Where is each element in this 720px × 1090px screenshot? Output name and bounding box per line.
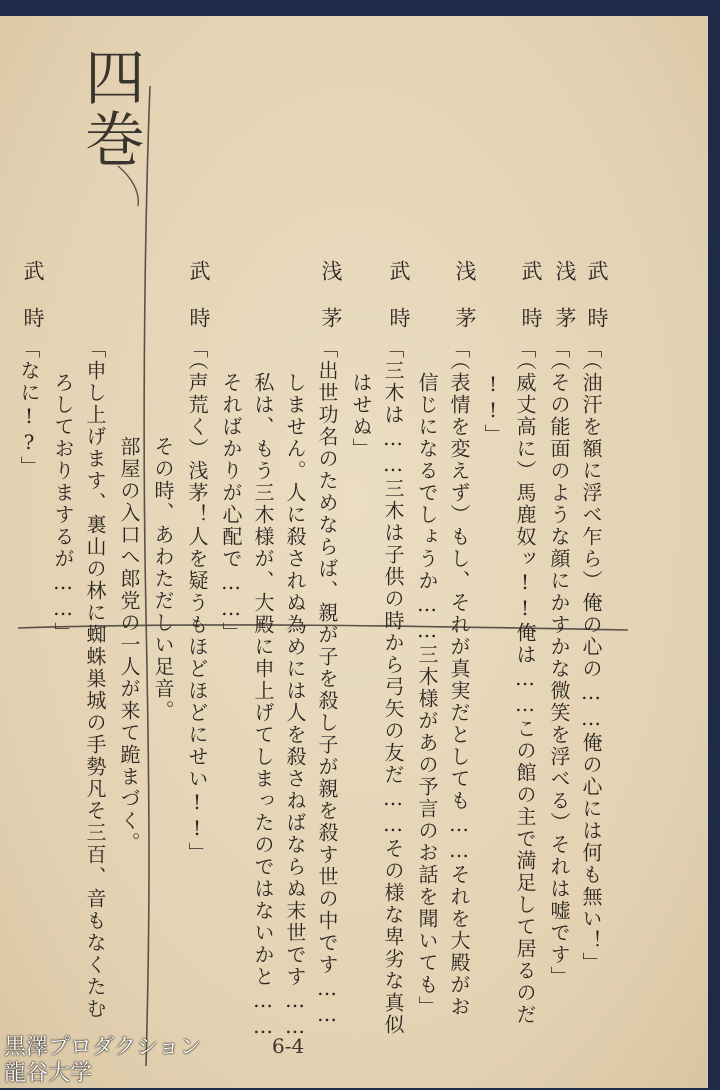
script-line: 「（その能面のような顔にかすかな微笑を浮べる）それは嘘です」 — [547, 338, 571, 988]
script-line: しません。人に殺されぬ為めには人を殺さねばならぬ末世です…… — [283, 372, 307, 1040]
script-line: 「（表情を変えず）もし、それが真実だとしても……それを大殿がお — [447, 338, 471, 1018]
stage-direction: その時、あわただしい足音。 — [151, 436, 175, 722]
speaker-label: 浅茅 — [553, 260, 577, 354]
marginal-note: 四巻 — [75, 46, 145, 170]
script-line: 信じになるでしょうか……三木様があの予言のお話を聞いても」 — [415, 372, 439, 1018]
script-line: 「（威丈高に）馬鹿奴ッ!!俺は……この館の主で満足して居るのだ — [513, 338, 537, 1026]
script-line: 「なに!?」 — [17, 338, 41, 478]
speaker-label: 浅茅 — [453, 260, 477, 354]
speaker-label: 武時 — [585, 260, 609, 354]
script-line: 「（声荒く）浅茅！人を疑うもほどほどにせい!!」 — [185, 338, 209, 864]
watermark-line: 龍谷大学 — [4, 1061, 93, 1086]
speaker-label: 武時 — [187, 260, 211, 354]
script-line: 「申し上げます、裏山の林に蜘蛛巣城の手勢凡そ三百、音もなくたむ — [83, 338, 107, 1020]
script-line: 「三木は……三木は子供の時から弓矢の友だ……その様な卑劣な真似 — [381, 338, 405, 1036]
script-line: そればかりが心配で……」 — [219, 372, 243, 644]
script-line: 「出世功名のためならば、親が子を殺し子が親を殺す世の中です…… — [315, 338, 339, 1028]
speaker-label: 武時 — [387, 260, 411, 354]
script-line: !!」 — [481, 372, 505, 446]
script-line: ろしておりまするが……」 — [51, 372, 75, 644]
script-line: 私は、もう三木様が、大殿に申上げてしまったのではないかと…… — [251, 372, 275, 1040]
script-page — [0, 16, 708, 1088]
script-line: はせぬ」 — [349, 372, 373, 460]
speaker-label: 武時 — [519, 260, 543, 354]
watermark-line: 黒澤プロダクション — [4, 1035, 202, 1060]
script-line: 「（油汗を額に浮べ乍ら）俺の心の……俺の心には何も無い！」 — [579, 338, 603, 974]
speaker-label: 武時 — [21, 260, 45, 354]
stage-direction: 部屋の入口へ郎党の一人が来て跪まづく。 — [117, 436, 141, 854]
speaker-label: 浅茅 — [319, 260, 343, 354]
page-number: 6-4 — [272, 1034, 305, 1058]
